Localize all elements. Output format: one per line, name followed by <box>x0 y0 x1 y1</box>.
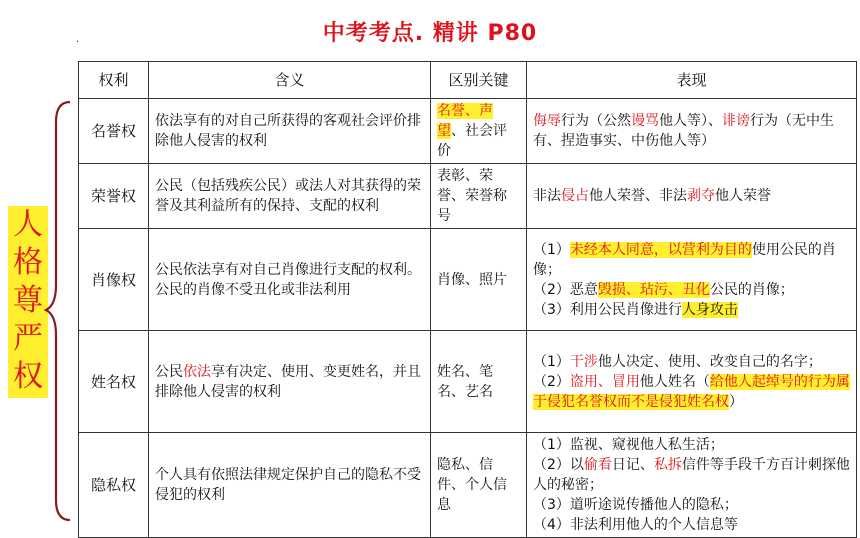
expr-text: 他人姓名（ <box>639 373 710 390</box>
expr-line <box>533 352 850 372</box>
expr-red: 诽谤 <box>722 113 750 129</box>
side-label-char: 严 <box>13 321 43 356</box>
right-name: 荣誉权 <box>79 164 149 229</box>
expr-red: 侵占 <box>561 188 589 204</box>
expr-text: （3）利用公民肖像进行 <box>533 301 682 318</box>
table-row <box>79 433 857 538</box>
header-expression: 表现 <box>527 62 857 99</box>
expr-text: 他人荣誉 <box>715 188 771 204</box>
expr-line <box>533 372 850 412</box>
right-name: 隐私权 <box>79 433 149 538</box>
side-label-char: 尊 <box>13 283 43 318</box>
expr-highlight: 未经本人同意，以营利为目的 <box>569 241 752 258</box>
right-expression <box>527 229 857 331</box>
right-meaning: 公民依法享有对自己肖像进行支配的权利。公民的肖像不受丑化或非法利用 <box>149 229 431 331</box>
right-key: 肖像、照片 <box>431 229 527 331</box>
expr-red: 侮辱 <box>533 113 561 129</box>
expr-line <box>533 240 850 280</box>
table-header-row <box>79 62 857 99</box>
expr-red: 剥夺 <box>687 188 715 204</box>
expr-text: 公民的肖像； <box>709 281 794 298</box>
side-label-personal-dignity <box>8 206 48 398</box>
right-expression <box>527 331 857 433</box>
right-name: 姓名权 <box>79 331 149 433</box>
rights-table <box>78 61 857 538</box>
expr-text: （1） <box>533 241 570 258</box>
expr-text: 日记、 <box>611 457 654 473</box>
expr-red: 干涉 <box>569 353 598 370</box>
expr-text: （2）以 <box>533 457 584 473</box>
expr-line <box>533 300 850 320</box>
expr-text: ） <box>729 393 743 410</box>
expr-text: 信件等手段千方百计刺探他人的秘密； <box>533 457 850 493</box>
stray-dot: . <box>76 34 80 45</box>
expr-line: （4）非法利用他人的个人信息等 <box>533 517 738 533</box>
expr-text: 他人等）、 <box>659 113 722 129</box>
meaning-red: 依法 <box>183 363 211 380</box>
right-expression <box>527 433 857 538</box>
table-row <box>79 164 857 229</box>
expr-text: （2）恶意 <box>533 281 598 298</box>
expr-highlight: 毁损、玷污、丑化 <box>597 281 710 298</box>
expr-line <box>533 455 850 495</box>
expr-red: 盗用、冒用 <box>569 373 640 390</box>
page-title: 中考考点. 精讲 P80 <box>322 21 538 46</box>
key-rest: 、社会评价 <box>437 123 507 159</box>
expr-text: 行为（无中生有、捏造事实、中伤他人等） <box>533 113 834 149</box>
table-row <box>79 229 857 331</box>
right-name: 肖像权 <box>79 229 149 331</box>
right-meaning: 依法享有的对自己所获得的客观社会评价排除他人侵害的权利 <box>149 99 431 164</box>
side-label-char: 人 <box>13 207 43 242</box>
meaning-text: 享有决定、使用、变更姓名，并且排除他人侵害的权利 <box>155 363 421 400</box>
expr-line <box>533 280 850 300</box>
expr-text: 他人荣誉、非法 <box>589 188 687 204</box>
curly-brace-icon <box>44 100 74 524</box>
expr-text: 使用公民的肖像； <box>533 241 836 278</box>
expr-red: 偷看 <box>583 457 612 473</box>
expr-red: 私拆 <box>653 457 682 473</box>
side-label-char: 格 <box>13 245 43 280</box>
header-key: 区别关键 <box>431 62 527 99</box>
right-meaning: 公民（包括残疾公民）或法人对其获得的荣誉及其利益所有的保持、支配的权利 <box>149 164 431 229</box>
expr-highlight: 给他人起绰号的行为属于侵犯名誉权而不是侵犯姓名权 <box>533 373 850 410</box>
expr-text: 非法 <box>533 188 561 204</box>
right-name: 名誉权 <box>79 99 149 164</box>
right-key: 表彰、荣誉、荣誉称号 <box>431 164 527 229</box>
side-label-char: 权 <box>13 359 43 394</box>
right-meaning <box>149 331 431 433</box>
expr-text: （1） <box>533 353 570 370</box>
header-right: 权利 <box>79 62 149 99</box>
right-expression <box>527 164 857 229</box>
key-highlight: 名誉、声望 <box>437 103 493 139</box>
right-key <box>431 99 527 164</box>
expr-red: 谩骂 <box>631 113 659 129</box>
expr-text: （2） <box>533 373 570 390</box>
header-meaning: 含义 <box>149 62 431 99</box>
expr-text: 行为（公然 <box>561 113 631 129</box>
right-expression <box>527 99 857 164</box>
right-key: 隐私、信件、个人信息 <box>431 433 527 538</box>
expr-highlight: 人身攻击 <box>681 301 738 318</box>
expr-line: （3）道听途说传播他人的隐私； <box>533 497 738 513</box>
right-key: 姓名、笔名、艺名 <box>431 331 527 433</box>
expr-line: （1）监视、窥视他人私生活； <box>533 437 724 453</box>
expr-text: 他人决定、使用、改变自己的名字； <box>597 353 822 370</box>
right-meaning: 个人具有依照法律规定保护自己的隐私不受侵犯的权利 <box>149 433 431 538</box>
meaning-text: 公民 <box>155 363 183 380</box>
table-row <box>79 99 857 164</box>
table-row <box>79 331 857 433</box>
